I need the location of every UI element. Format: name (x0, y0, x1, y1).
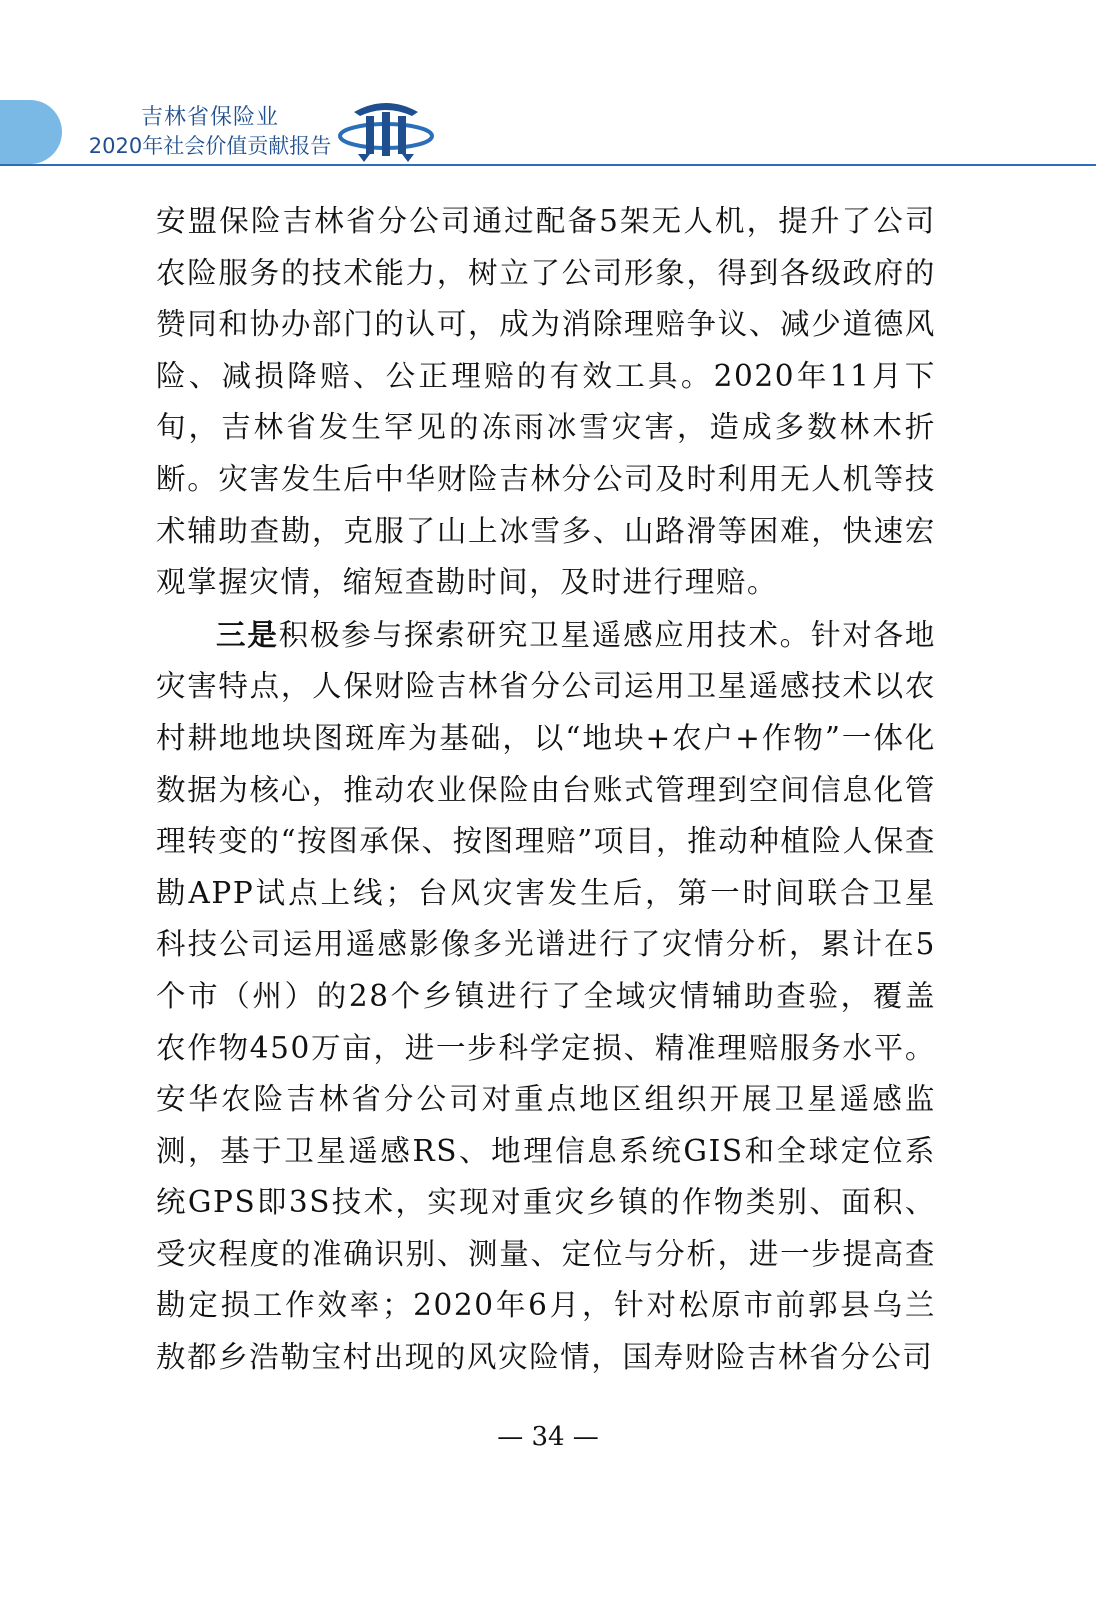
paragraph-1: 安盟保险吉林省分公司通过配备5架无人机，提升了公司农险服务的技术能力，树立了公司形象，得到各级政府的赞同和协办部门的认可，成为消除理赔争议、减少道德风险、减损降赔、公正理赔的有效工具。2020年11月下旬，吉林省发生罕见的冻雨冰雪灾害，造成多数林木折断。灾害发生后中华财险吉林分公司及时利用无人机等技术辅助查勘，克服了山上冰雪多、山路滑等困难，快速宏观掌握灾情，缩短查勘时间，及时进行理赔。 (156, 204, 936, 600)
page-number: — 34 — (497, 1422, 599, 1452)
report-title-line1: 吉林省保险业 (140, 105, 279, 130)
paragraph-2 (156, 609, 936, 1384)
report-title (80, 104, 340, 160)
header-tab-decoration (0, 100, 62, 164)
report-title-line2: 2020年社会价值贡献报告 (88, 134, 332, 158)
paragraph-2-lead: 三是 (216, 616, 279, 652)
page-header (0, 100, 1096, 166)
paragraph-2-text: 积极参与探索研究卫星遥感应用技术。针对各地灾害特点，人保财险吉林省分公司运用卫星遥感技术以农村耕地地块图斑库为基础，以“地块+农户+作物”一体化数据为核心，推动农业保险由台账式管理到空间信息化管理转变的“按图承保、按图理赔”项目，推动种植险人保查勘APP试点上线；台风灾害发生后，第一时间联合卫星科技公司运用遥感影像多光谱进行了灾情分析，累计在5个市（州）的28个乡镇进行了全域灾情辅助查验，覆盖农作物450万亩，进一步科学定损、精准理赔服务水平。安华农险吉林省分公司对重点地区组织开展卫星遥感监测，基于卫星遥感RS、地理信息系统GIS和全球定位系统GPS即3S技术，实现对重灾乡镇的作物类别、面积、受灾程度的准确识别、测量、定位与分析，进一步提高查勘定损工作效率；2020年6月，针对松原市前郭县乌兰敖都乡浩勒宝村出现的风灾险情，国寿财险吉林省分公司 (156, 617, 937, 1375)
header-divider (0, 164, 1096, 166)
body-text (156, 196, 936, 1384)
blue-arch-logo-icon (336, 92, 436, 166)
